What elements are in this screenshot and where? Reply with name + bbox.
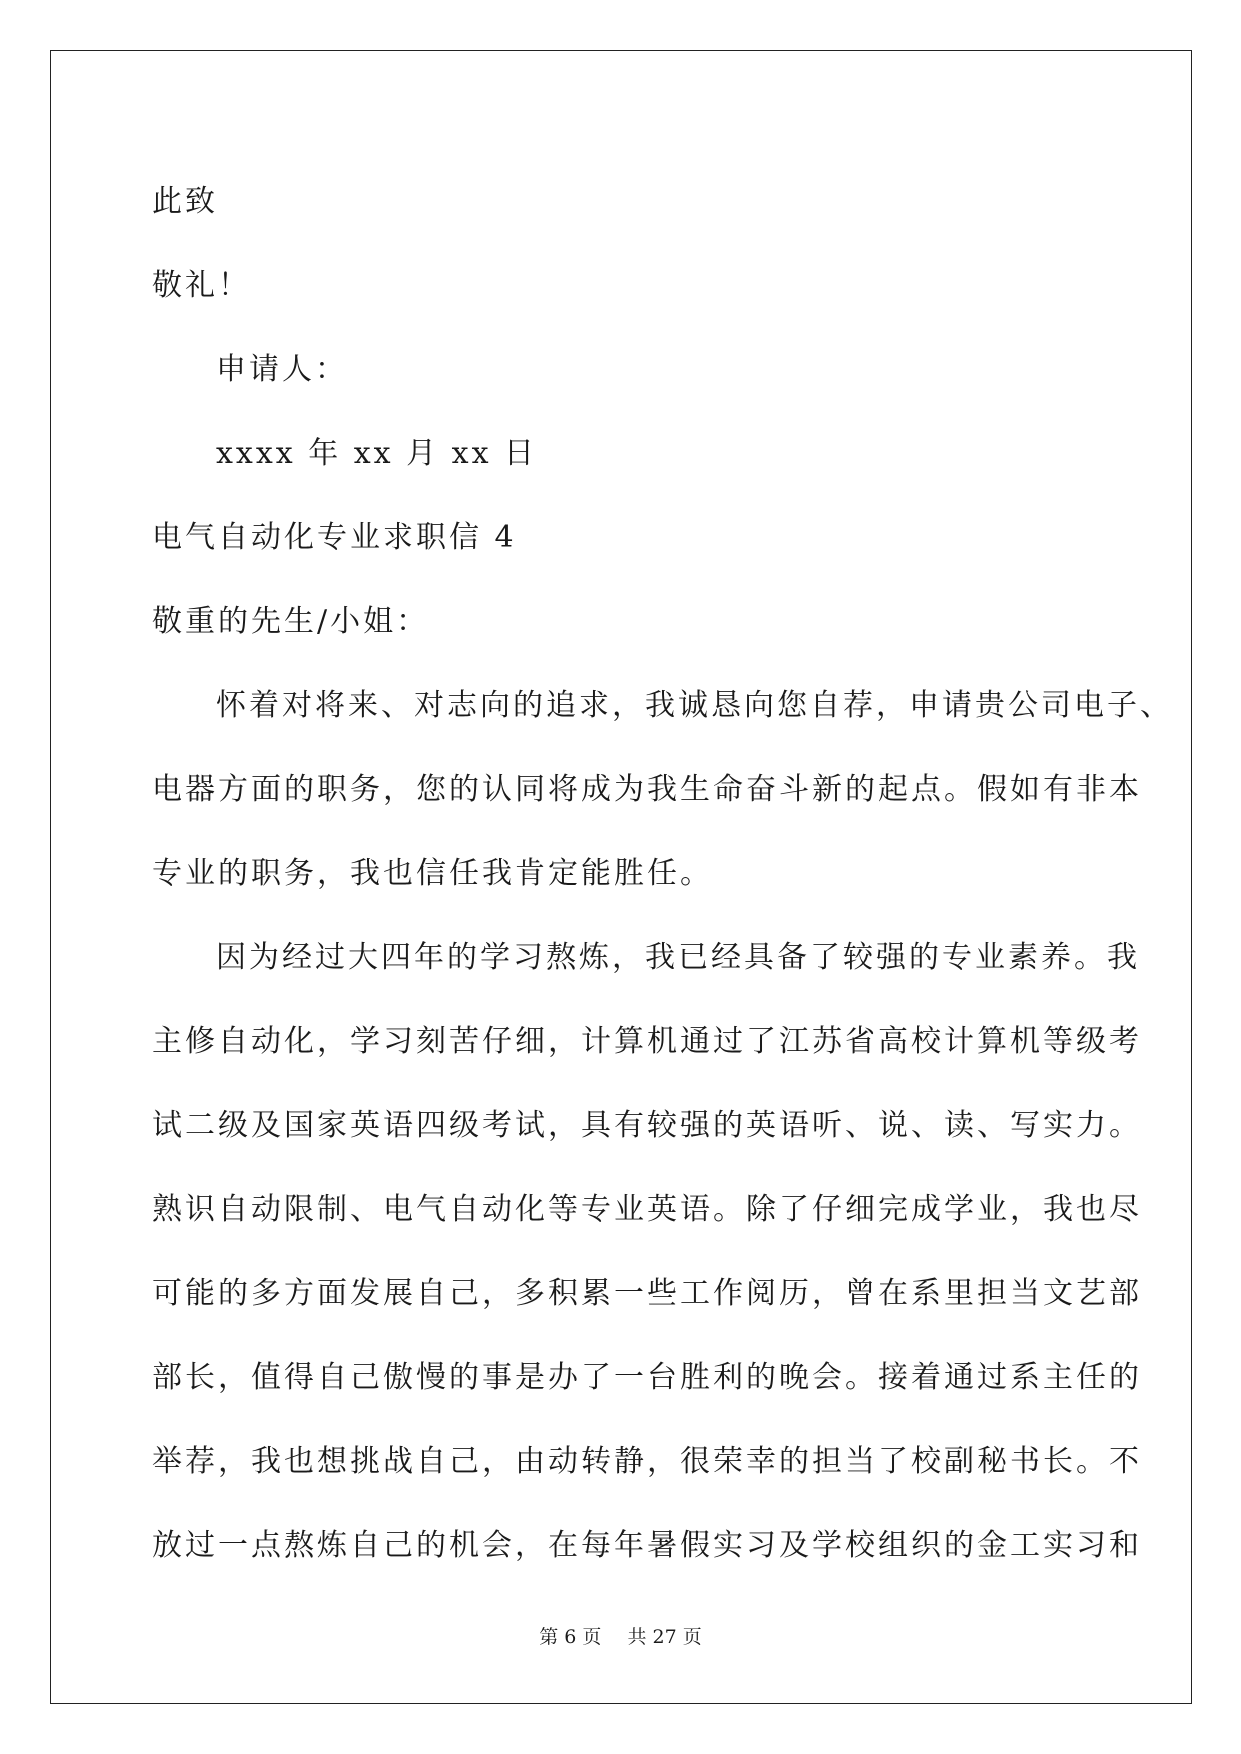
- text-line: 电器方面的职务，您的认同将成为我生命奋斗新的起点。假如有非本: [152, 772, 1142, 807]
- letter-heading: 电气自动化专业求职信 4: [152, 520, 517, 555]
- text-line: 熟识自动限制、电气自动化等专业英语。除了仔细完成学业，我也尽: [152, 1192, 1142, 1227]
- text-line: 敬礼！: [152, 268, 251, 303]
- text-line: 试二级及国家英语四级考试，具有较强的英语听、说、读、写实力。: [152, 1108, 1142, 1143]
- text-line: 因为经过大四年的学习熬炼，我已经具备了较强的专业素养。我: [216, 940, 1140, 975]
- text-line: 专业的职务，我也信任我肯定能胜任。: [152, 856, 713, 891]
- text-line: 举荐，我也想挑战自己，由动转静，很荣幸的担当了校副秘书长。不: [152, 1444, 1142, 1479]
- text-line: 主修自动化，学习刻苦仔细，计算机通过了江苏省高校计算机等级考: [152, 1024, 1142, 1059]
- page-footer: [0, 1622, 1241, 1649]
- text-line: 怀着对将来、对志向的追求，我诚恳向您自荐，申请贵公司电子、: [216, 688, 1173, 723]
- page-total: 共 27 页: [627, 1626, 702, 1648]
- salutation: 敬重的先生/小姐：: [152, 604, 430, 639]
- text-line: 部长，值得自己傲慢的事是办了一台胜利的晚会。接着通过系主任的: [152, 1360, 1142, 1395]
- text-line: xxxx 年 xx 月 xx 日: [216, 436, 538, 471]
- text-line: 此致: [152, 184, 218, 219]
- text-line: 可能的多方面发展自己，多积累一些工作阅历，曾在系里担当文艺部: [152, 1276, 1142, 1311]
- page-number: 第 6 页: [539, 1626, 602, 1648]
- letter-body: [152, 160, 1173, 1588]
- text-line: 申请人：: [216, 352, 348, 387]
- text-line: 放过一点熬炼自己的机会，在每年暑假实习及学校组织的金工实习和: [152, 1528, 1142, 1563]
